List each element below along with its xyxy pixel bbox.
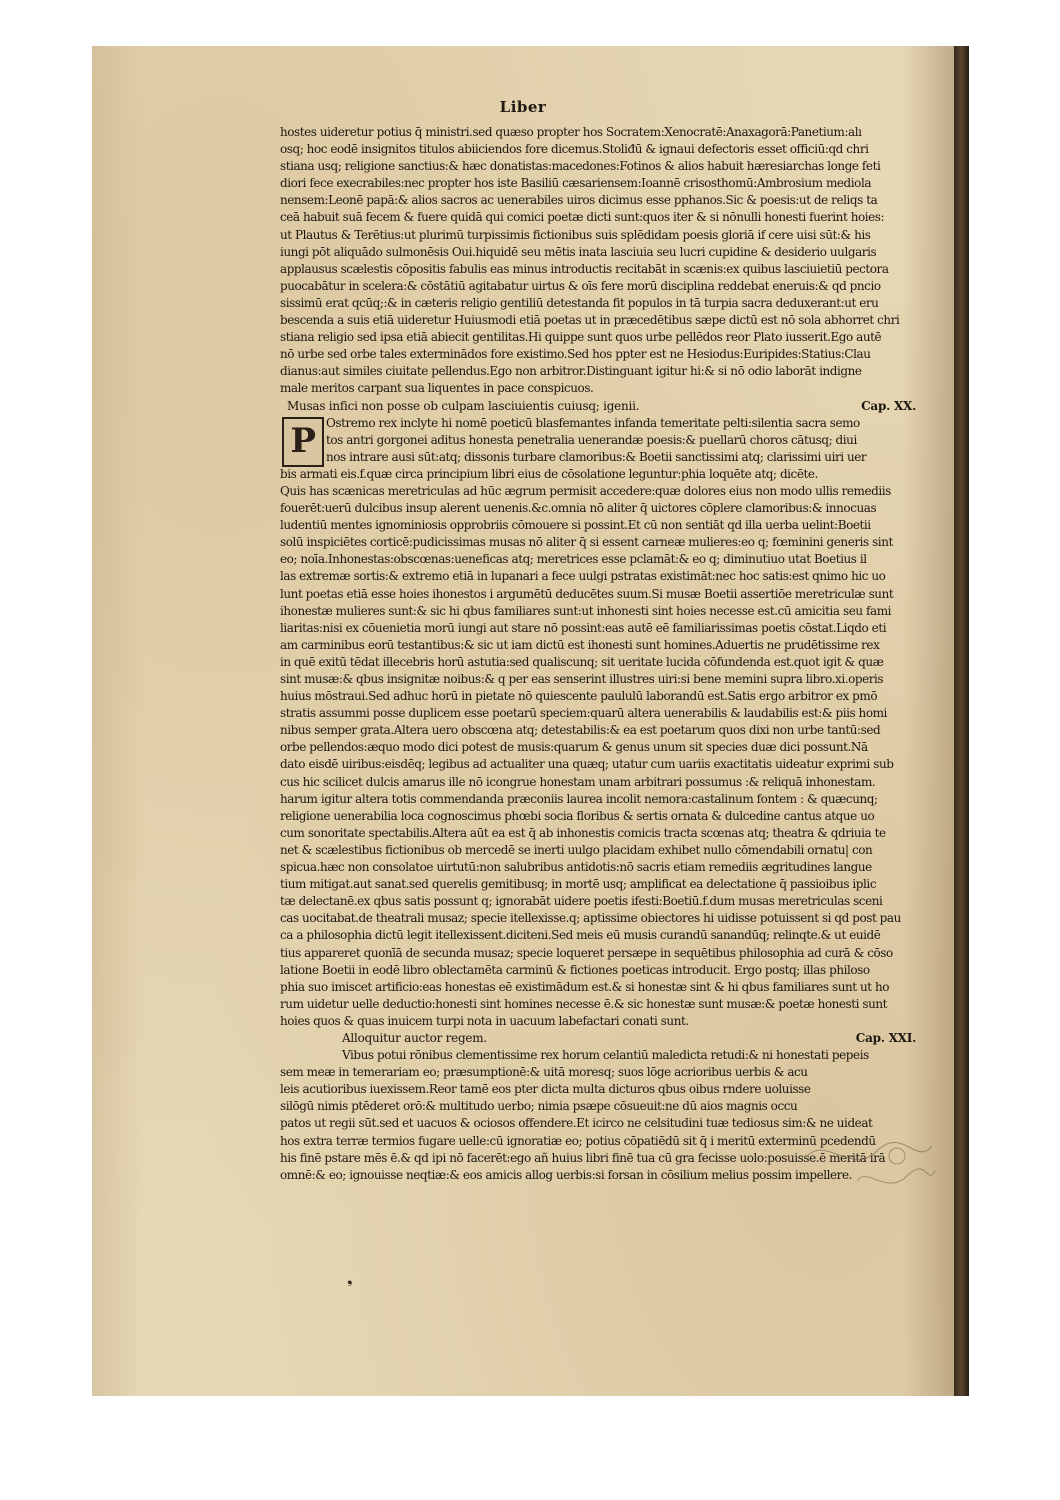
text-line: religione uenerabilia loca cognoscimus phœbi socia floribus & sertis ornata & dulcedine cantus atque uo xyxy=(280,808,875,823)
text-line: patos ut regii sūt.sed et uacuos & ociosos offendere.Et icirco ne celsitudini tuæ tediosus sim:& ne uideat xyxy=(280,1116,873,1131)
text-line: his finē pstare mēs ē.& qd ipi nō facerēt:ego añ huius libri finē tua cū gra fecisse uolo:posuisse.ē meritā irā xyxy=(280,1150,886,1165)
text-line: spicua.hæc non consolatoe uirtutū:non salubribus antidotis:nō sacris etiam remediis ægritudines langue xyxy=(280,860,872,875)
text-line: tos antri gorgonei aditus honesta penetralia uenerandæ poesis:& puellarū choros cātusq; diui xyxy=(326,432,857,447)
text-line: phia suo imiscet artificio:eas honestas eē existimādum est.& si honestæ sint & hi qbus familiares sunt ut ho xyxy=(280,979,890,994)
text-line: ut Plautus & Terētius:ut plurimū turpissimis fictionibus suis splēdidam poesis gloriā if cere uisi sūt:& his xyxy=(280,227,871,242)
chapter-title: Alloquitur auctor regem. xyxy=(342,1030,487,1045)
text-line: eo; noīa.Inhonestas:obscœnas:ueneficas atq; meretrices esse pclamāt:& eo q; diminutiuo utat Boetius il xyxy=(280,552,867,567)
text-line: bis armati eis.f.quæ circa principium libri eius de cōsolatione leguntur:phia loquēte atq; dicēte. xyxy=(280,466,818,481)
chapter-number: Cap. XXI. xyxy=(855,1030,916,1045)
text-line: sem meæ in temerariam eo; præsumptionē:& uitā moresq; suos lōge acrioribus uerbis & acu xyxy=(280,1065,808,1080)
text-line: in quē exitū tēdat illecebris horū astutia:sed qualiscunq; sit ueritate lucida cōfundenda est.quot igit & quæ xyxy=(280,654,884,669)
text-line: sint musæ:& qbus insignitæ noibus:& q per eas senserint illustres uiri:si bene memini supra libro.xi.operis xyxy=(280,672,884,686)
text-line: ihonestæ mulieres sunt:& sic hi qbus familiares sunt:ut inhonesti sint hoies necesse est.cū amicitia seu fami xyxy=(280,603,892,618)
text-line: applausus scælestis cōpositis fabulis eas minus introductis recitabāt in scænis:ex quibus lasciuietiū pectora xyxy=(280,261,889,276)
text-line: orbe pellendos:æquo modo dici potest de musis:quarum & genus unum sit species duæ dici possunt.Nā xyxy=(280,740,868,755)
text-line: leis acutioribus iuexissem.Reor tamē eos pter dicta multa dicturos qbus oibus rndere uoluisse xyxy=(280,1082,811,1097)
text-line: nensem:Leonē papā:& alios sacros ac uenerabiles uiros dicimus esse pphanos.Sic & poesis:ut de reliqs ta xyxy=(280,193,878,208)
text-line: hostes uideretur potius q̄ ministri.sed quæso propter hos Socratem:Xenocratē:Anaxagorā:Panetium:alı xyxy=(280,125,862,139)
book-page xyxy=(92,46,954,1396)
text-line: hoies quos & quas inuicem turpi nota in uacuum labefactari conati sunt. xyxy=(280,1013,689,1028)
scan-frame xyxy=(92,46,969,1396)
text-line: bescenda a suis etiā uideretur Huiusmodi etiā poetas ut in præcedētibus sæpe dictū est nō sola abhorret chri xyxy=(280,313,900,328)
text-line: Vibus potui rōnibus clementissime rex horum celantiū maledicta retudi:& ni honestati pepeis xyxy=(342,1048,869,1063)
text-line: am carminibus eorū testantibus:& sic ut iam dictū est ihonesti sunt homines.Aduertis ne prudētissime rex xyxy=(280,637,880,652)
chapter-title: Musas infici non posse ob culpam lasciuientis cuiusq; igenii. xyxy=(287,398,640,413)
paragraph-2-dropcap-lines xyxy=(280,415,920,466)
chapter-heading-xxi xyxy=(280,1030,920,1047)
text-line: harum igitur altera totis commendanda præconiis laurea incolit nemora:castalinum fontem : & quæcunq; xyxy=(280,791,878,806)
text-line: fouerēt:uerū dulcibus insup alerent uenenis.&c.omnia nō aliter q̄ uictores cōplere clamoribus:& innocuas xyxy=(280,501,877,516)
text-line: puocabātur in scelera:& cōstātiū agitabatur uirtus & oīs fere morū disciplina reddebat eneruis:& qd pncio xyxy=(280,278,881,293)
text-line: osq; hoc eodē insignitos titulos abiiciendos fore dicemus.Stoliđū & ignaui defectoris esset officiū:qd chri xyxy=(280,142,869,157)
text-block xyxy=(280,124,920,1184)
text-line: net & scælestibus fictionibus ob mercedē se inerti uulgo placidam exhibet nullo cōmendabili ornatu| con xyxy=(280,842,873,857)
text-line: hos extra terræ termios fugare uelle:cū ignoratiæ eo; potius cōpatiēdū sit q̄ i meritū exterminū pcedendū xyxy=(280,1133,876,1148)
text-line: silōgū nimis ptēderet orō:& multitudo uerbo; nimia psæpe cōsueuit:ne dū aios magnis occu xyxy=(280,1099,798,1114)
decorated-initial: P xyxy=(282,417,324,467)
ink-mark: ❟ xyxy=(347,1271,353,1287)
margin-scribble xyxy=(797,1126,937,1206)
text-line: omnē:& eo; ignouisse neqtiæ:& eos amicis allog uerbis:si forsan in cōsilium melius possim impellere. xyxy=(280,1167,852,1182)
dropcap-section xyxy=(280,415,920,466)
text-line: nō urbe sed orbe tales exterminādos fore existimo.Sed hos ppter est ne Hesiodus:Euripides:Statius:Clau xyxy=(280,347,871,362)
text-line: iungi pōt aliquādo sulmonēsis Oui.hiquidē seu mētis inata lasciuia seu lucri cupidine & desiderio uulgaris xyxy=(280,244,877,259)
text-line: liaritas:nisi ex cōuenietia morū iungi aut stare nō possint:eas autē eē familiarissimas poetis cōstat.Liqdo eti xyxy=(280,620,887,635)
paragraph-1 xyxy=(280,124,920,398)
text-line: cus hic scilicet dulcis amarus ille nō icongrue honestam unam arbitrari possumus :& reliquā inhonestam. xyxy=(280,774,876,789)
text-line: dianus:aut similes ciuitate pellendus.Ego non arbitror.Distinguant igitur hi:& si nō odio laborāt indigne xyxy=(280,364,862,379)
chapter-heading-xx xyxy=(280,398,920,415)
text-line: huius mōstraui.Sed adhuc horū in pietate nō quiescente paululū laborandū est.Satis ergo arbitror ex pmō xyxy=(280,689,878,704)
paragraph-2 xyxy=(280,466,920,1030)
text-line: Ostremo rex inclyte hi nomē poeticū blasfemantes infanda temeritate pelti:silentia sacra semo xyxy=(326,415,860,430)
text-line: las extremæ sortis:& extremo etiā in lupanari a fece uulgi pstratas existimāt:nec hoc satis:est qnimo hic uo xyxy=(280,569,886,584)
text-line: ca a philosophia dictū legit itellexissent.diciteni.Sed meis eū musis curandū sanandūq; relinqte.& ut euidē xyxy=(280,928,881,943)
text-line: solū inspiciētes corticē:pudicissimas musas nō aliter q̄ si essent carneæ mulieres:eo q; fœminini generis sint xyxy=(280,535,893,550)
text-line: stiana usq; religione sanctius:& hæc donatistas:macedones:Fotinos & alios habuit hæresiarchas longe feti xyxy=(280,159,881,174)
text-line: rum uidetur uelle deductio:honesti sint homines necesse ē.& sic honestæ sunt musæ:& poetæ honesti sunt xyxy=(280,996,888,1011)
page-header: Liber xyxy=(499,98,547,116)
text-line: cum sonoritate spectabilis.Altera aūt ea est q̄ ab inhonestis comicis tracta scœnas atq; theatra & qdriuia te xyxy=(280,825,886,840)
chapter-number: Cap. XX. xyxy=(861,398,916,413)
text-line: latione Boetii in eodē libro oblectamēta carminū & fictiones poeticas introducit. Ergo postq; illas philoso xyxy=(280,962,870,977)
text-line: nos intrare ausi sūt:atq; dissonis turbare clamoribus:& Boetii sanctissimi atq; clarissimi uiri uer xyxy=(326,449,867,464)
text-line: sissimū erat qcūq;:& in cæteris religio gentiliū detestanda fit populos in tā turpia sacra deduxerant:ut eru xyxy=(280,295,879,310)
text-line: nibus semper grata.Altera uero obscœna atq; detestabilis:& ea est poetarum quos dixi non urbe tantū:sed xyxy=(280,723,881,738)
text-line: stiana religio sed ipsa etiā abiecit gentilitas.Hi quippe sunt quos urbe pellēdos reor Plato iusserit.Ego autē xyxy=(280,330,882,345)
text-line: ludentiū mentes ignominiosis opprobriis cōmouere si possint.Et cū non sentiāt qd illa uerba uelint:Boetii xyxy=(280,518,871,533)
text-line: diori fece execrabiles:nec propter hos iste Basiliū cæsariensem:Ioannē crisosthomū:Ambrosium mediola xyxy=(280,176,872,191)
book-binding-edge xyxy=(954,46,969,1396)
text-line: male meritos carpant sua liquentes in pace conspicuos. xyxy=(280,381,594,396)
text-line: tius appareret quonīā de secunda musaz; specie loqueret persæpe in sequētibus philosophia ad curā & cōso xyxy=(280,945,893,960)
text-line: lunt poetas etiā esse hoies ihonestos i argumētū deducētes suum.Si musæ Boetii assertiōe meretriculæ sunt xyxy=(280,586,894,601)
text-line: tium mitigat.aut sanat.sed querelis gemitibusq; in mortē usq; amplificat ea delectatione q̄ passioibus iplic xyxy=(280,877,877,892)
text-line: Quis has scænicas meretriculas ad hūc ægrum permisit accedere:quæ dolores eius non modo ullis remediis xyxy=(280,483,891,498)
text-line: dato eisdē uiribus:eisdēq; legibus ad actualiter una quæq; utatur cum uariis exactitatis uideatur exprimi sub xyxy=(280,757,894,772)
text-line: cas uocitabat.de theatrali musaz; specie itellexisse.q; aptissime obiectores hi uidisse potuissent si qd post pau xyxy=(280,911,901,926)
text-line: stratis assummi posse duplicem esse poetarū speciem:quarū altera uenerabilis & laudabilis est:& piis homi xyxy=(280,706,887,721)
text-line: tæ delectanē.ex qbus satis possunt q; ignorabāt uidere poetis ifesti:Boetiū.f.dum musas meretriculas sceni xyxy=(280,894,883,909)
text-line: ceā habuit suā fecem & fuere quidā qui comici poetæ dicti sunt:quos iter & si nōnulli honesti fuerint hoies: xyxy=(280,210,885,225)
